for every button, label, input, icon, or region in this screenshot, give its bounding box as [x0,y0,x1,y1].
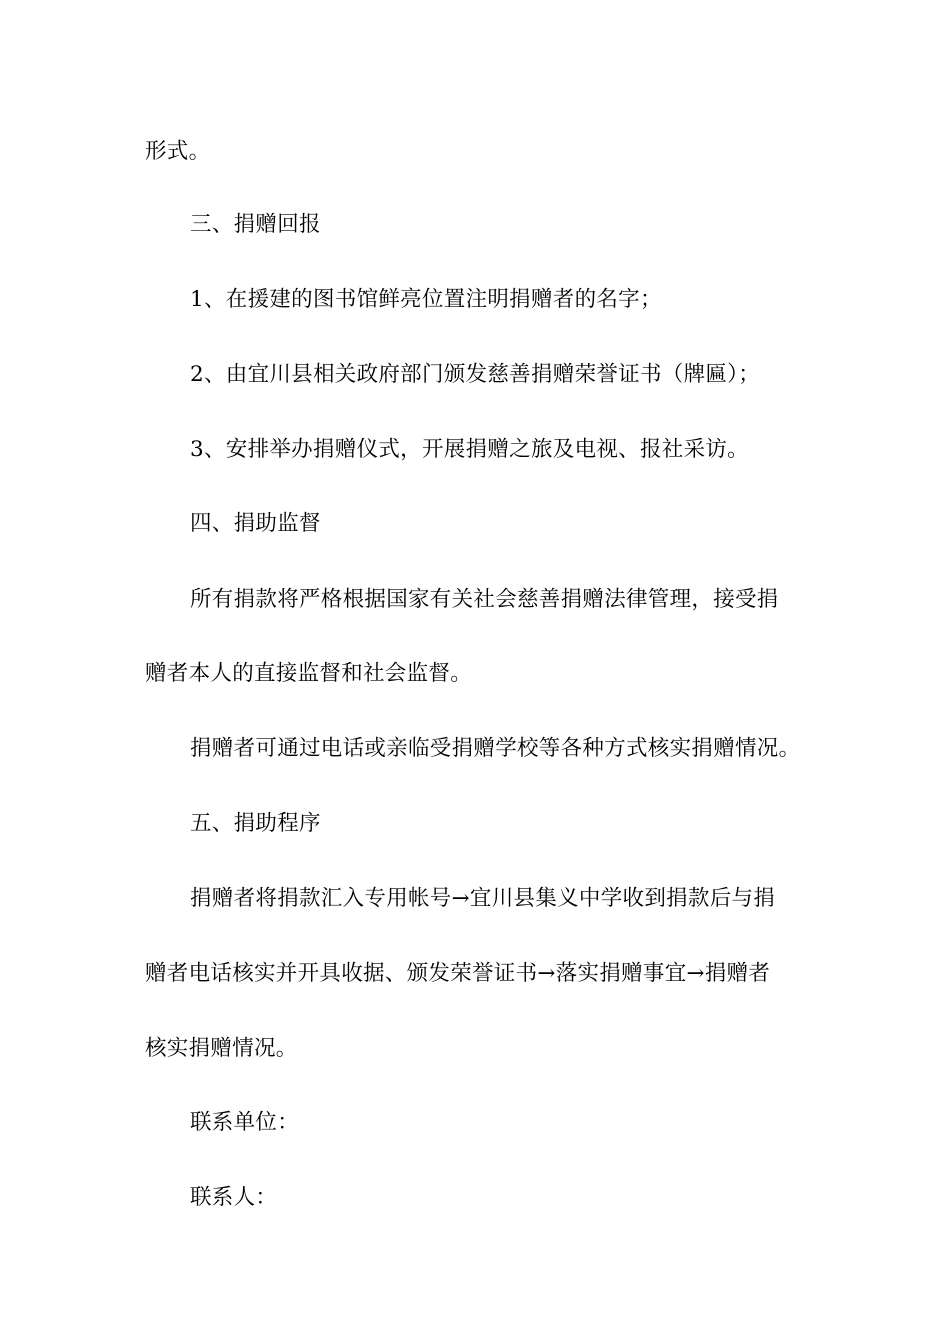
paragraph-verification: 捐赠者可通过电话或亲临受捐赠学校等各种方式核实捐赠情况。 [190,736,801,761]
paragraph-supervision-line-2: 赠者本人的直接监督和社会监督。 [145,661,473,686]
list-item-1: 1、在援建的图书馆鲜亮位置注明捐赠者的名字； [190,287,662,312]
paragraph-procedure-line-3: 核实捐赠情况。 [145,1036,298,1061]
section-heading-procedure: 五、捐助程序 [190,811,321,836]
section-heading-donation-rewards: 三、捐赠回报 [190,212,321,237]
contact-person-label: 联系人： [190,1185,278,1210]
paragraph-procedure-line-2: 赠者电话核实并开具收据、颁发荣誉证书→落实捐赠事宜→捐赠者 [145,961,771,986]
list-item-3: 3、安排举办捐赠仪式，开展捐赠之旅及电视、报社采访。 [190,437,749,462]
section-heading-supervision: 四、捐助监督 [190,511,321,536]
paragraph-continuation: 形式。 [145,139,211,164]
list-item-2: 2、由宜川县相关政府部门颁发慈善捐赠荣誉证书（牌匾）； [190,362,761,387]
paragraph-supervision-line-1: 所有捐款将严格根据国家有关社会慈善捐赠法律管理，接受捐 [190,587,779,612]
contact-unit-label: 联系单位： [190,1110,300,1135]
paragraph-procedure-line-1: 捐赠者将捐款汇入专用帐号→宜川县集义中学收到捐款后与捐 [190,886,776,911]
